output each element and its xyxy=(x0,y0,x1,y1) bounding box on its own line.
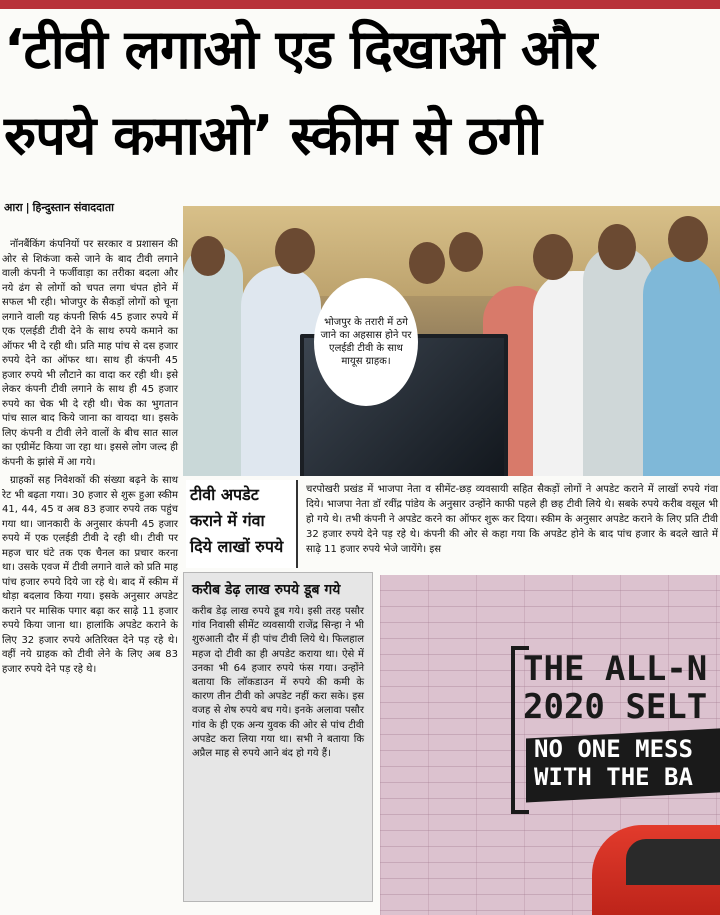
byline-place: आरा xyxy=(4,201,23,214)
photo-head xyxy=(275,228,315,274)
ad-line-2: 2020 SELT xyxy=(523,687,708,727)
side-box xyxy=(183,572,373,902)
photo-head xyxy=(449,232,483,272)
top-color-bar xyxy=(0,0,720,9)
photo-head xyxy=(191,236,225,276)
headline-line-1: ‘टीवी लगाओ एड दिखाओ और xyxy=(4,18,597,81)
photo-head xyxy=(533,234,573,280)
photo-person xyxy=(643,256,720,476)
advertisement xyxy=(380,575,720,915)
news-photo xyxy=(183,206,720,476)
photo-head xyxy=(668,216,708,262)
ad-line-4: WITH THE BA xyxy=(534,763,693,791)
photo-head xyxy=(598,224,636,270)
photo-head xyxy=(409,242,445,284)
photo-caption: भोजपुर के तरारी में ठगे जाने का अहसास होने पर एलईडी टीवी के साथ मायूस ग्राहक। xyxy=(314,278,418,406)
byline-reporter: हिन्दुस्तान संवाददाता xyxy=(32,201,114,214)
ad-line-3: NO ONE MESS xyxy=(534,735,693,763)
lead-article-column xyxy=(2,238,178,681)
ad-car-window xyxy=(626,839,720,885)
lead-paragraph-1: नॉनबैंकिंग कंपनियों पर सरकार व प्रशासन की ओर से शिकंजा कसे जाने के बाद टीवी लगाने वाली कंपनी ने फर्जीवाड़ा का तरीका बदला और नये ढंग से लोगों को चपत लगा चंपत होने में सफल भी रही। भोजपुर के सैकड़ों लोगों को चूना लगाने वाली यह कंपनी सिर्फ 45 हजार रुपये में एक एलईडी टीवी देने के साथ रुपये कमाने का ऑफर भी दे रही थी। प्रति माह पांच से दस हजार रुपये देने का ऑफर था। साथ ही कंपनी 45 हजार रुपये भी लौटाने का वादा कर रही थी। इसे लेकर कंपनी टीवी लगाने के साथ ही 45 हजार रुपये का चेक भी दे रही थी। चेक का भुगतान पांच साल बाद किये जाना का वायदा था। इसके लिए कंपनी व टीवी लेने वालों के बीच सात साल का एग्रीमेंट किया जा रहा था। इससे लोग जल्द ही कंपनी के झांसे में आ गये। xyxy=(2,239,178,468)
headline-line-2: रुपये कमाओ’ स्कीम से ठगी xyxy=(4,104,542,167)
byline: आरा | हिन्दुस्तान संवाददाता xyxy=(4,201,114,214)
side-box-title: करीब डेढ़ लाख रुपये डूब गये xyxy=(192,582,341,598)
side-box-text: करीब डेढ़ लाख रुपये डूब गये। इसी तरह पसौर गांव निवासी सीमेंट व्यवसायी राजेंद्र सिन्हा ने भी शुरुआती दौर में ही पांच टीवी लिये थे। फिलहाल महज दो टीवी का ही अपडेट कराया था। ऐसे में उनका भी 64 हजार रुपये फंस गया। उन्होंने बताया कि लॉकडाउन में रुपये की कमी के कारण तीन टीवी को अपडेट नहीं करा सके। इस वजह से शेष रुपये बच गये। इनके अलावा पसौर गांव के ही एक अन्य युवक की ओर से पांच टीवी अपडेट करा लिया गया था। सभी ने बताया कि अप्रैल माह से रुपये आने बंद हो गये हैं। xyxy=(192,606,364,760)
subsection-text: चरपोखरी प्रखंड में भाजपा नेता व सीमेंट-छड़ व्यवसायी सहित सैकड़ों लोगों ने अपडेट कराने में लाखों रुपये गंवा दिये। भाजपा नेता डॉ रवींद्र पांडेय के अनुसार उन्होंने काफी पहले ही छह टीवी लिये थे। सबके रुपये करीब वसूल भी हो गये थे। तभी कंपनी ने अपडेट करने का ऑफर शुरू कर दिया। स्कीम के अनुसार अपडेट कराने के लिए प्रति टीवी 32 हजार रुपये देने पड़ रहे थे। कंपनी की ओर से कहा गया कि अपडेट होने के बाद पांच हजार के बदले खाते में साढ़े 11 हजार रुपये भेजे जायेंगे। इस xyxy=(306,484,718,555)
photo-person xyxy=(183,246,243,476)
lead-paragraph-2: ग्राहकों सह निवेशकों की संख्या बढ़ने के साथ रेट भी बढ़ता गया। 30 हजार से शुरू हुआ स्कीम 41, 44, 45 व अब 83 हजार रुपये तक पहुंच गया था। जानकारी के अनुसार कंपनी 45 हजार रुपये में एक एलईडी टीवी दे रही थी। टीवी पर महज चार घंटे तक एक चैनल का प्रचार करना था। उसके एवज में टीवी लगाने वाले को प्रति माह पांच हजार रुपये दिये जा रहे थे। बाद में स्कीम में थोड़ा बदलाव किया गया। इसके अनुसार अपडेट कराने पर मासिक पगार बढ़ा कर साढ़े 11 हजार रुपये किया जाना था। हालांकि अपडेट कराने के लिए 32 हजार रुपये अतिरिक्त देने पड़ रहे थे। वहीं नये ग्राहक को टीवी लेने के लिए अब 83 हजार रुपये देने पड़ रहे थे। xyxy=(2,475,178,675)
subsection-heading: टीवी अपडेट कराने में गंवा दिये लाखों रुपये xyxy=(186,480,298,568)
ad-line-1: THE ALL-N xyxy=(523,649,708,689)
